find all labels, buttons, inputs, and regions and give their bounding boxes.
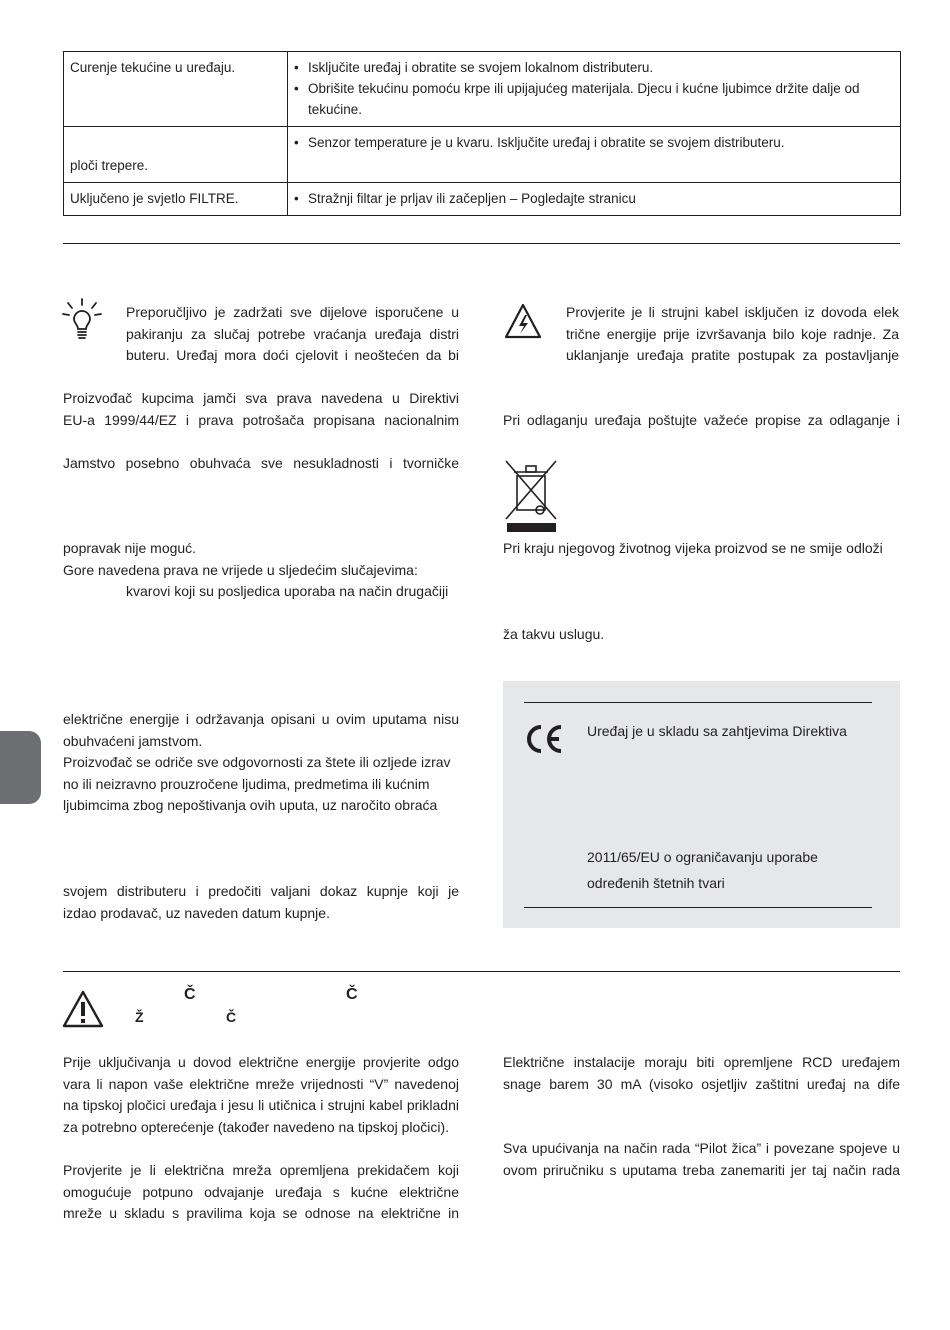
solution-item: • Obrišite tekućinu pomoću krpe ili upijajućeg materijala. Djecu i kućne ljubimce držite dalje od (294, 78, 894, 99)
section-divider (63, 971, 900, 972)
problem-cell: Uključeno je svjetlo FILTRE. (64, 183, 288, 216)
lightbulb-icon (62, 298, 102, 340)
ce-mark-icon (524, 723, 564, 755)
warranty-paragraph-3: popravak nije moguć. Gore navedena prava ne vrijede u sljedećim slučajevima: kvarovi koji su posljedica uporaba na način drugačiji (63, 540, 449, 599)
electric-warning-text: Provjerite je li strujni kabel isključen iz dovoda elek trične energije prije izvršavanja bilo koje radnje. Za uklanjanje uređaja pratite postupak za postavljanje (566, 304, 899, 363)
warranty-paragraph: Proizvođač kupcima jamči sva prava navedena u Direktivi EU-a 1999/44/EZ i prava potrošača propisana nacionalnim (63, 390, 459, 428)
warranty-paragraph-4: električne energije i održavanja opisani u ovim uputama nisu obuhvaćeni jamstvom. Proizvođač se odriče sve odgovornosti za štete ili ozljede izrav no ili neizravno prouzročene ljudima, predmetima ili kućnim ljubimcima zbog nepoštivanja ovih uputa, uz naročito obraća (63, 711, 459, 813)
disposal-text-2: Pri kraju njegovog životnog vijeka proizvod se ne smije odloži (503, 540, 883, 556)
section-divider (63, 243, 900, 244)
solution-item-cont: tekućine. (308, 102, 363, 117)
disposal-text-3: ža takvu uslugu. (503, 626, 605, 642)
solution-cell (288, 52, 901, 127)
safety-right-text-2: Sva upućivanja na način rada “Pilot žica” i povezane spojeve u ovom priručniku s uputama treba zanemariti jer taj način rada (503, 1140, 900, 1178)
heading-char: Č (226, 1009, 237, 1025)
problem-cell: ploči trepere. (64, 127, 288, 183)
safety-left-text-2: Provjerite je li električna mreža opremljena prekidačem koji omogućuje potpuno odvajanje uređaja s kućne električne mreže u skladu s pravilima koja se odnose na električne in (63, 1162, 459, 1221)
safety-left-text: Prije uključivanja u dovod električne energije provjerite odgo vara li napon vaše električne mreže vrijednosti “V” navedenoj na tipskoj pločici uređaja i jesu li utičnica i strujni kabel prikladni za potrebno opterećenje (također navedeno na tipskoj pločici). (63, 1054, 459, 1135)
heading-char: Č (346, 986, 358, 1003)
box-rule-top (524, 702, 872, 703)
table-row (64, 183, 901, 216)
solution-cell (288, 183, 901, 216)
table-row (64, 127, 901, 183)
table-row (64, 52, 901, 127)
warranty-paragraph-2: Jamstvo posebno obuhvaća sve nesukladnosti i tvorničke (63, 455, 459, 471)
page-side-tab (0, 731, 41, 804)
warning-triangle-icon (62, 990, 104, 1028)
troubleshooting-table (63, 51, 901, 216)
solution-item: • Stražnji filtar je prljav ili začepljen – Pogledajte stranicu (294, 188, 894, 209)
solution-cell (288, 127, 901, 183)
ce-conformity-text: Uređaj je u skladu sa zahtjevima Direktiva (587, 723, 847, 739)
problem-cell: Curenje tekućine u uređaju. (64, 52, 288, 127)
heading-char: Ž (135, 1009, 144, 1025)
solution-item: • Senzor temperature je u kvaru. Isključite uređaj i obratite se svojem distributeru. (294, 132, 894, 153)
tip-text: Preporučljivo je zadržati sve dijelove isporučene u pakiranju za slučaj potrebe vraćanja uređaja distri buteru. Uređaj mora doći cjelovit i neoštećen da bi (126, 304, 459, 363)
warranty-paragraph-5: svojem distributeru i predočiti valjani dokaz kupnje koji je izdao prodavač, uz naveden datum kupnje. (63, 883, 459, 921)
safety-right-text: Električne instalacije moraju biti opremljene RCD uređajem snage barem 30 mA (visoko osjetljiv zaštitni uređaj na dife (503, 1054, 900, 1092)
heading-char: Č (184, 986, 196, 1003)
disposal-text: Pri odlaganju uređaja poštujte važeće propise za odlaganje i (503, 412, 900, 428)
weee-bin-icon (504, 459, 558, 534)
electric-warning-icon (504, 303, 542, 339)
ce-directive-text: 2011/65/EU o ograničavanju uporabe određenih štetnih tvari (587, 849, 818, 891)
solution-item: • Isključite uređaj i obratite se svojem lokalnom distributeru. (294, 57, 894, 78)
box-rule-bottom (524, 907, 872, 908)
